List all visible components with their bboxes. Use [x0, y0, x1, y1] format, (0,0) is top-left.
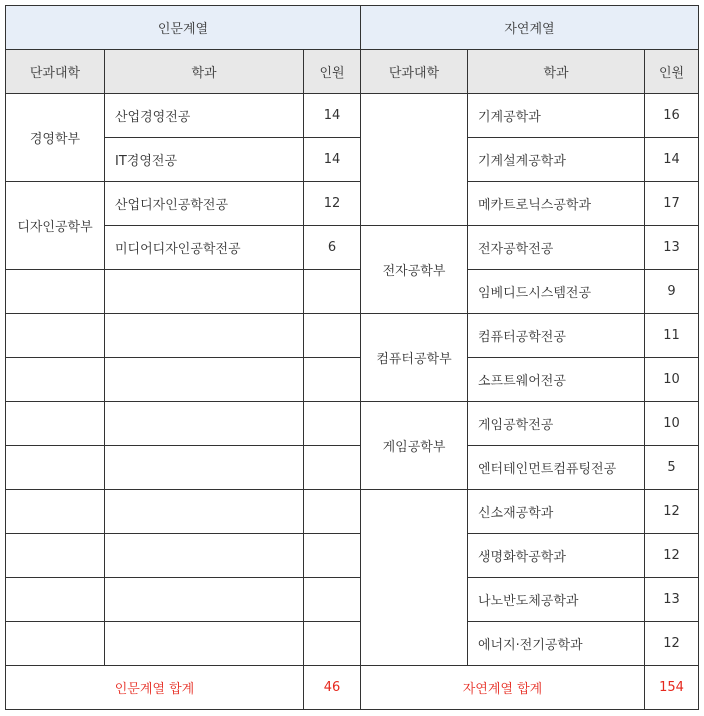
natural-count-cell: 9	[645, 270, 699, 314]
natural-dept-cell: 엔터테인먼트컴퓨팅전공	[468, 446, 645, 490]
table-row	[6, 94, 699, 138]
table-row	[6, 138, 699, 182]
empty-cell	[304, 534, 361, 578]
empty-cell	[6, 534, 105, 578]
natural-dept-cell: 임베디드시스템전공	[468, 270, 645, 314]
natural-dept-cell: 기계공학과	[468, 94, 645, 138]
table-row	[6, 446, 699, 490]
natural-count-cell: 12	[645, 622, 699, 666]
humanities-count-cell: 14	[304, 138, 361, 182]
empty-cell	[6, 358, 105, 402]
natural-college-cell: 게임공학부	[361, 402, 468, 490]
table-row	[6, 578, 699, 622]
natural-dept-header: 학과	[468, 50, 645, 94]
humanities-college-header: 단과대학	[6, 50, 105, 94]
humanities-total-label: 인문계열 합계	[6, 666, 304, 710]
empty-cell	[6, 490, 105, 534]
humanities-dept-cell: IT경영전공	[105, 138, 304, 182]
natural-count-cell: 17	[645, 182, 699, 226]
natural-college-header: 단과대학	[361, 50, 468, 94]
table-row	[6, 358, 699, 402]
humanities-count-cell: 6	[304, 226, 361, 270]
admission-quota-table	[5, 5, 699, 710]
empty-cell	[105, 358, 304, 402]
empty-cell	[6, 622, 105, 666]
empty-cell	[105, 622, 304, 666]
empty-cell	[105, 314, 304, 358]
table-row	[6, 534, 699, 578]
empty-cell	[6, 402, 105, 446]
natural-college-cell-empty	[361, 94, 468, 226]
natural-college-cell-empty	[361, 490, 468, 666]
empty-cell	[304, 270, 361, 314]
empty-cell	[105, 534, 304, 578]
natural-count-header: 인원	[645, 50, 699, 94]
table-row	[6, 182, 699, 226]
humanities-dept-cell: 미디어디자인공학전공	[105, 226, 304, 270]
humanities-count-cell: 14	[304, 94, 361, 138]
column-header-row	[6, 50, 699, 94]
natural-dept-cell: 신소재공학과	[468, 490, 645, 534]
humanities-dept-cell: 산업디자인공학전공	[105, 182, 304, 226]
empty-cell	[6, 314, 105, 358]
empty-cell	[105, 578, 304, 622]
natural-count-cell: 11	[645, 314, 699, 358]
natural-count-cell: 12	[645, 534, 699, 578]
natural-count-cell: 12	[645, 490, 699, 534]
natural-dept-cell: 소프트웨어전공	[468, 358, 645, 402]
empty-cell	[105, 490, 304, 534]
empty-cell	[304, 314, 361, 358]
empty-cell	[304, 402, 361, 446]
natural-dept-cell: 기계설계공학과	[468, 138, 645, 182]
natural-dept-cell: 나노반도체공학과	[468, 578, 645, 622]
table-row	[6, 226, 699, 270]
table-row	[6, 622, 699, 666]
empty-cell	[304, 358, 361, 402]
natural-count-cell: 5	[645, 446, 699, 490]
empty-cell	[304, 490, 361, 534]
humanities-count-header: 인원	[304, 50, 361, 94]
empty-cell	[304, 446, 361, 490]
natural-count-cell: 10	[645, 402, 699, 446]
empty-cell	[6, 446, 105, 490]
natural-dept-cell: 메카트로닉스공학과	[468, 182, 645, 226]
humanities-dept-cell: 산업경영전공	[105, 94, 304, 138]
empty-cell	[105, 402, 304, 446]
natural-group-header: 자연계열	[361, 6, 699, 50]
table-row	[6, 490, 699, 534]
group-header-row	[6, 6, 699, 50]
natural-count-cell: 13	[645, 578, 699, 622]
humanities-group-header: 인문계열	[6, 6, 361, 50]
empty-cell	[105, 270, 304, 314]
natural-count-cell: 10	[645, 358, 699, 402]
natural-dept-cell: 생명화학공학과	[468, 534, 645, 578]
natural-count-cell: 13	[645, 226, 699, 270]
empty-cell	[304, 578, 361, 622]
empty-cell	[6, 578, 105, 622]
natural-college-cell: 컴퓨터공학부	[361, 314, 468, 402]
total-row	[6, 666, 699, 710]
natural-college-cell: 전자공학부	[361, 226, 468, 314]
empty-cell	[304, 622, 361, 666]
humanities-college-cell: 디자인공학부	[6, 182, 105, 270]
humanities-dept-header: 학과	[105, 50, 304, 94]
humanities-college-cell: 경영학부	[6, 94, 105, 182]
natural-dept-cell: 전자공학전공	[468, 226, 645, 270]
natural-total-value: 154	[645, 666, 699, 710]
humanities-total-value: 46	[304, 666, 361, 710]
table-row	[6, 314, 699, 358]
natural-dept-cell: 에너지·전기공학과	[468, 622, 645, 666]
table-row	[6, 270, 699, 314]
natural-dept-cell: 게임공학전공	[468, 402, 645, 446]
natural-count-cell: 16	[645, 94, 699, 138]
humanities-count-cell: 12	[304, 182, 361, 226]
natural-total-label: 자연계열 합계	[361, 666, 645, 710]
natural-dept-cell: 컴퓨터공학전공	[468, 314, 645, 358]
table-row	[6, 402, 699, 446]
empty-cell	[6, 270, 105, 314]
empty-cell	[105, 446, 304, 490]
natural-count-cell: 14	[645, 138, 699, 182]
